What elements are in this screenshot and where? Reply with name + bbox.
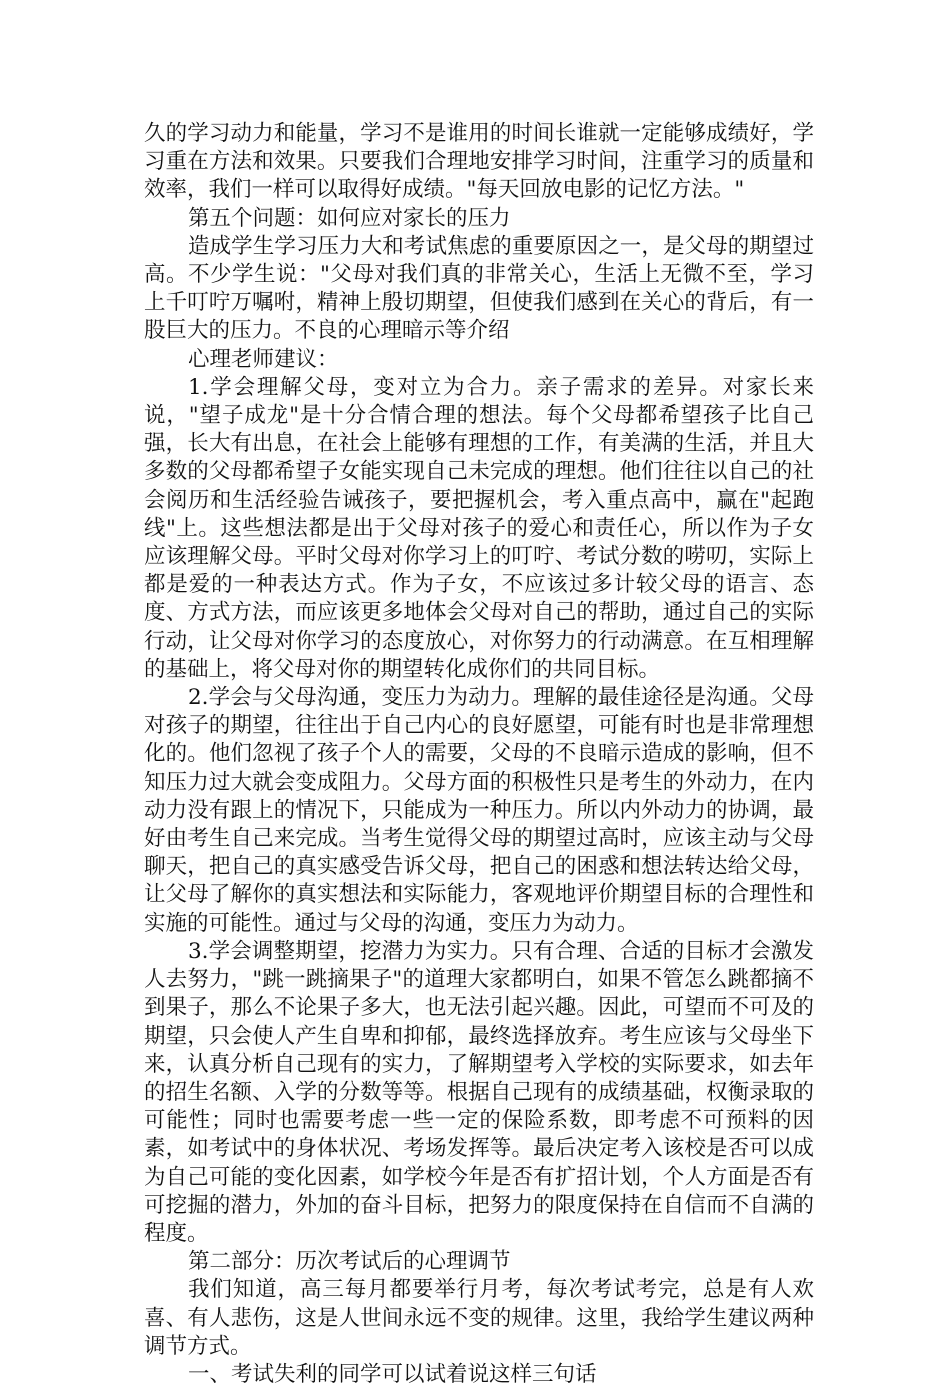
document-body	[144, 120, 814, 1389]
paragraph-monthly-exams: 我们知道，高三每月都要举行月考，每次考试考完，总是有人欢喜、有人悲伤，这是人世间永远不变的规律。这里，我给学生建议两种调节方式。	[144, 1277, 814, 1359]
paragraph-cause-of-pressure: 造成学生学习压力大和考试焦虑的重要原因之一，是父母的期望过高。不少学生说："父母对我们真的非常关心，生活上无微不至，学习上千叮咛万嘱咐，精神上殷切期望，但使我们感到在关心的背后，有一股巨大的压力。不良的心理暗示等介绍	[144, 233, 814, 344]
section-heading-parent-pressure: 第五个问题：如何应对家长的压力	[188, 205, 511, 231]
part-two-heading: 第二部分：历次考试后的心理调节	[188, 1249, 511, 1275]
advice-item-2: 2.学会与父母沟通，变压力为动力。理解的最佳途径是沟通。父母对孩子的期望，往往出于自己内心的良好愿望，可能有时也是非常理想化的。他们忽视了孩子个人的需要，父母的不良暗示造成的影响，但不知压力过大就会变成阻力。父母方面的积极性只是考生的外动力，在内动力没有跟上的情况下，只能成为一种压力。所以内外动力的协调，最好由考生自己来完成。当考生觉得父母的期望过高时，应该主动与父母聊天，把自己的真实感受告诉父母，把自己的困惑和想法转达给父母，让父母了解你的真实想法和实际能力，客观地评价期望目标的合理性和实施的可能性。通过与父母的沟通，变压力为动力。	[144, 685, 814, 936]
advice-heading: 心理老师建议：	[188, 346, 339, 372]
advice-item-1: 1.学会理解父母，变对立为合力。亲子需求的差异。对家长来说，"望子成龙"是十分合情合理的想法。每个父母都希望孩子比自己强，长大有出息，在社会上能够有理想的工作，有美满的生活，并且大多数的父母都希望子女能实现自己未完成的理想。他们往往以自己的社会阅历和生活经验告诫孩子，要把握机会，考入重点高中，赢在"起跑线"上。这些想法都是出于父母对孩子的爱心和责任心，所以作为子女应该理解父母。平时父母对你学习上的叮咛、考试分数的唠叨，实际上都是爱的一种表达方式。作为子女，不应该过多计较父母的语言、态度、方式方法，而应该更多地体会父母对自己的帮助，通过自己的实际行动，让父母对你学习的态度放心，对你努力的行动满意。在互相理解的基础上，将父母对你的期望转化成你们的共同目标。	[144, 374, 814, 682]
paragraph-continuation: 久的学习动力和能量，学习不是谁用的时间长谁就一定能够成绩好，学习重在方法和效果。只要我们合理地安排学习时间，注重学习的质量和效率，我们一样可以取得好成绩。"每天回放电影的记忆方法。"	[144, 121, 814, 203]
subsection-heading-three-sentences: 一、考试失利的同学可以试着说这样三句话	[188, 1361, 597, 1387]
advice-item-3: 3.学会调整期望，挖潜力为实力。只有合理、合适的目标才会激发人去努力，"跳一跳摘果子"的道理大家都明白，如果不管怎么跳都摘不到果子，那么不论果子多大，也无法引起兴趣。因此，可望而不可及的期望，只会使人产生自卑和抑郁，最终选择放弃。考生应该与父母坐下来，认真分析自己现有的实力，了解期望考入学校的实际要求，如去年的招生名额、入学的分数等等。根据自己现有的成绩基础，权衡录取的可能性；同时也需要考虑一些一定的保险系数，即考虑不可预料的因素，如考试中的身体状况、考场发挥等。最后决定考入该校是否可以成为自己可能的变化因素，如学校今年是否有扩招计划，个人方面是否有可挖掘的潜力，外加的奋斗目标，把努力的限度保持在自信而不自满的程度。	[144, 938, 814, 1246]
